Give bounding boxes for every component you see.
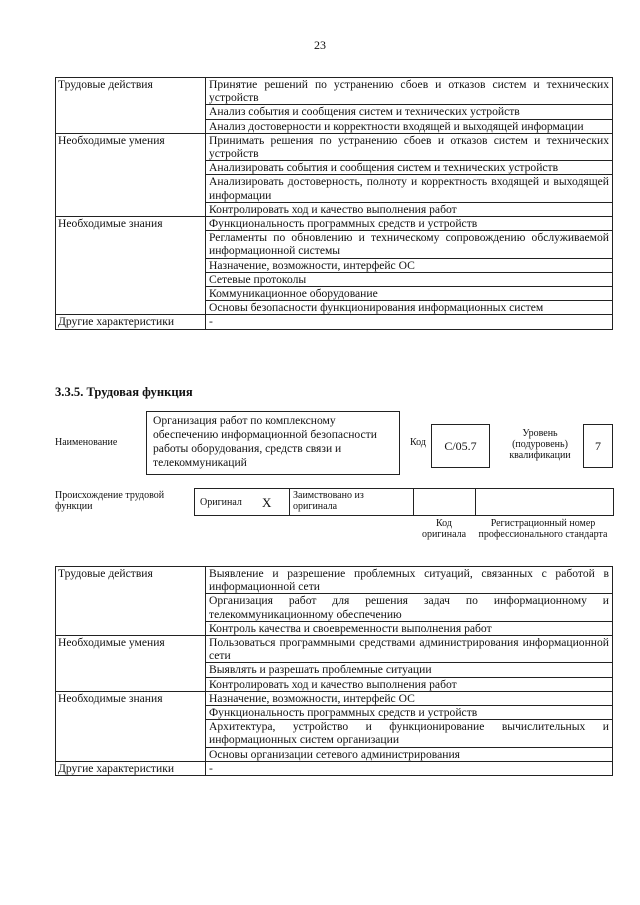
level-label: Уровень (подуровень) квалификации — [509, 428, 571, 461]
row-label: Необходимые знания — [56, 217, 206, 315]
original-label: Оригинал — [200, 497, 242, 508]
table-row — [56, 761, 613, 775]
row-label: Трудовые действия — [56, 78, 206, 134]
requirement-item: Пользоваться программными средствами администрирования информационной сети — [206, 636, 613, 663]
code-label: Код — [410, 437, 426, 448]
page-number: 23 — [314, 38, 326, 52]
borrowed-label: Заимствовано из оригинала — [293, 490, 364, 512]
requirement-item: Функциональность программных средств и устройств — [206, 217, 613, 231]
origin-divider-2 — [413, 489, 414, 515]
requirement-item: Принятие решений по устранению сбоев и отказов систем и технических устройств — [206, 78, 613, 105]
requirement-item: Функциональность программных средств и устройств — [206, 706, 613, 720]
code-value-box — [431, 424, 490, 468]
level-value-box — [583, 424, 613, 468]
requirement-item: Анализ события и сообщения систем и технических устройств — [206, 105, 613, 119]
row-label: Необходимые умения — [56, 133, 206, 216]
table-row — [56, 315, 613, 329]
requirement-item: Контролировать ход и качество выполнения работ — [206, 677, 613, 691]
origin-divider-1 — [289, 489, 290, 515]
requirement-item: Выявление и разрешение проблемных ситуаций, связанных с работой в информационной сети — [206, 567, 613, 594]
requirement-item: Анализировать события и сообщения систем и технических устройств — [206, 161, 613, 175]
requirement-item: Контролировать ход и качество выполнения работ — [206, 202, 613, 216]
table-row — [56, 217, 613, 231]
level-value: 7 — [595, 439, 601, 453]
row-label: Необходимые умения — [56, 636, 206, 692]
code-original-caption: Код оригинала — [421, 518, 467, 540]
requirement-item: Основы организации сетевого администрирования — [206, 747, 613, 761]
requirement-item: Назначение, возможности, интерфейс ОС — [206, 691, 613, 705]
requirement-item: Контроль качества и своевременности выполнения работ — [206, 621, 613, 635]
requirement-item: Коммуникационное оборудование — [206, 287, 613, 301]
requirement-item: Архитектура, устройство и функционирование вычислительных и информационных систем организации — [206, 720, 613, 747]
row-label: Другие характеристики — [56, 315, 206, 329]
regnum-caption: Регистрационный номер профессионального стандарта — [478, 518, 608, 540]
requirement-item: Назначение, возможности, интерфейс ОС — [206, 258, 613, 272]
table-row — [56, 691, 613, 705]
requirements-table-2 — [55, 566, 613, 776]
row-label: Трудовые действия — [56, 567, 206, 636]
row-label: Другие характеристики — [56, 761, 206, 775]
table-row — [56, 78, 613, 105]
origin-label: Происхождение трудовой функции — [55, 490, 165, 512]
requirement-item: - — [206, 761, 613, 775]
original-mark: X — [262, 495, 272, 510]
function-name: Организация работ по комплексному обеспечению информационной безопасности работы оборудования, средств связи и телекоммуникаций — [153, 414, 377, 469]
requirement-item: Основы безопасности функционирования информационных систем — [206, 301, 613, 315]
origin-row — [194, 488, 614, 516]
origin-divider-3 — [475, 489, 476, 515]
name-label: Наименование — [55, 437, 118, 448]
table-row — [56, 133, 613, 160]
requirement-item: - — [206, 315, 613, 329]
requirement-item: Регламенты по обновлению и техническому сопровождению обслуживаемой информационной системы — [206, 231, 613, 258]
requirement-item: Организация работ для решения задач по информационному и телекоммуникационному обеспечению — [206, 594, 613, 621]
requirements-table-1 — [55, 77, 613, 330]
code-value: C/05.7 — [444, 439, 477, 453]
requirement-item: Анализ достоверности и корректности входящей и выходящей информации — [206, 119, 613, 133]
name-value-box — [146, 411, 400, 475]
table-row — [56, 567, 613, 594]
requirement-item: Сетевые протоколы — [206, 272, 613, 286]
row-label: Необходимые знания — [56, 691, 206, 761]
requirement-item: Анализировать достоверность, полноту и корректность входящей и выходящей информации — [206, 175, 613, 202]
section-title: 3.3.5. Трудовая функция — [55, 385, 193, 399]
requirement-item: Принимать решения по устранению сбоев и отказов систем и технических устройств — [206, 133, 613, 160]
requirement-item: Выявлять и разрешать проблемные ситуации — [206, 663, 613, 677]
table-row — [56, 636, 613, 663]
